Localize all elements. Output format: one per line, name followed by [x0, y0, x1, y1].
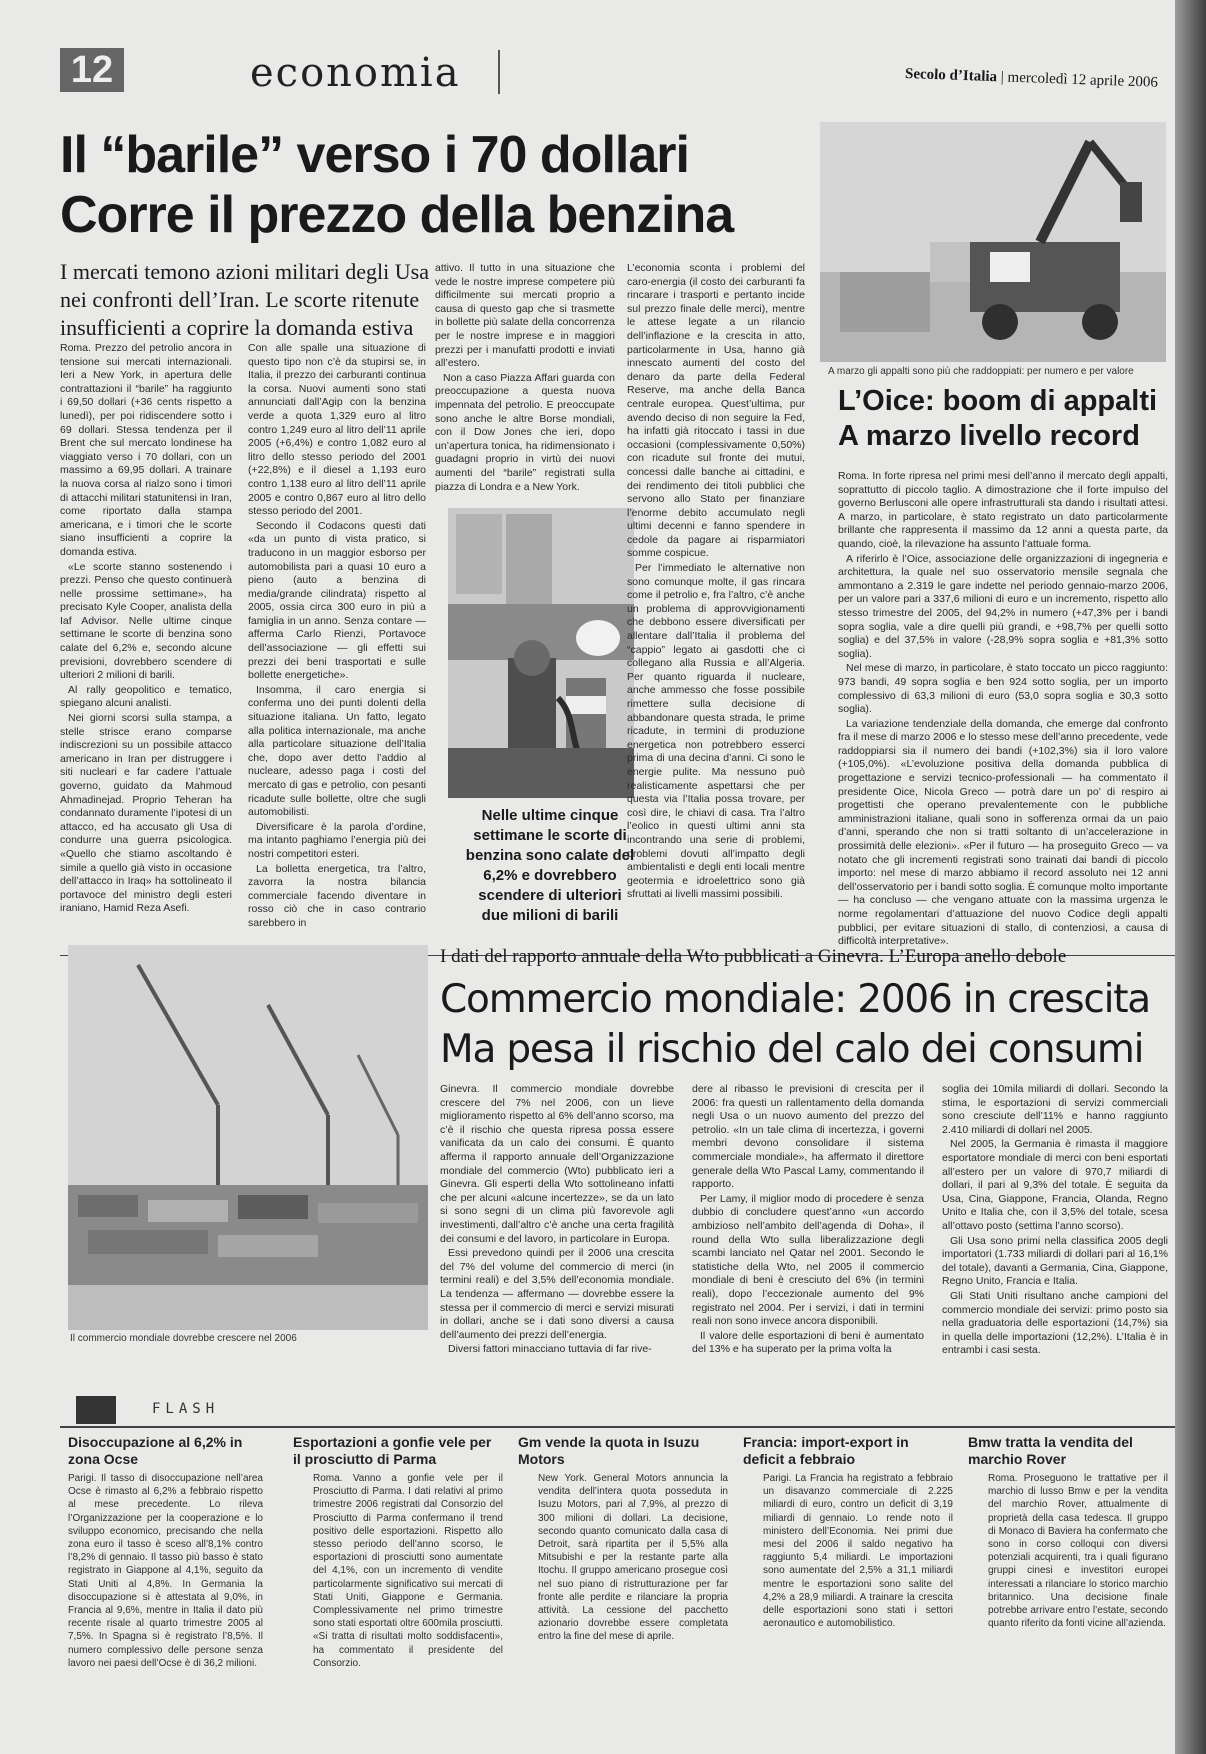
lead-headline-line-2: Corre il prezzo della benzina — [60, 186, 734, 244]
brief-title: Bmw tratta la vendita del marchio Rover — [968, 1434, 1133, 1467]
flash-banner — [62, 1393, 322, 1427]
paragraph: Non a caso Piazza Affari guarda con preoccupazione a questa nuova impennata del petrolio. E preoccupate sono anche le altre Borse mondiali, con il Dow Jones che ieri, dopo un’apertura tonica, ha ridimensionato i guadagni proprio in virtù dei nuovi aumenti del “barile” registrati sulla piazza di Londra e a New York. — [435, 371, 615, 493]
flash-label: FLASH — [152, 1401, 220, 1417]
excavator-illustration — [820, 122, 1166, 362]
brief-text: Parigi. Il tasso di disoccupazione nell’area Ocse è rimasto al 6,2% a febbraio rispetto al mese precedente. Lo rileva l’Organizzazione per la cooperazione e lo sviluppo economico, precisando che nella zona euro il tasso è sceso all’8,1% contro l’8,2% di gennaio. Il tasso più basso è stato registrato in Giappone al 4,1%, seguito da Stati Uniti al 4,8%. In Germania la disoccupazione si è attestata al 9,0%, in Francia al 9,6%, mentre in Italia il dato più recente risale al quarto trimestre 2005 al 7,5%. In Spagna si è registrato l’8,5%. Il numero complessivo delle persone senza lavoro nei paesi dell’Ocse è di 36,2 milioni. — [68, 1473, 263, 1669]
paragraph: L’economia sconta i problemi del caro-energia (il costo dei carburanti fa rincarare i trasporti e pertanto incide sul prezzo finale delle merci), mentre le attese legate a un rilancio dell’inflazione e la crescita in atto, particolarmente in Usa, hanno già innescato aumenti del costo del denaro da parte della Federal Reserve, ma anche della Banca centrale europea. Quest’ultima, pur avendo deciso di non seguire la Fed, ha infatti già ritoccato i tassi in due occasioni (complessivamente 0,50%) con ricadute sul fronte dei mutui, concessi dalle banche ai cittadini, e dei rendimento dei titoli pubblici che servono allo Stato per finanziare l’enorme debito accumulato negli ultimi decenni e fanno spendere in cedole da pagare ai risparmiatori somme cospicue. — [627, 262, 805, 560]
wto-headline-line-1: Commercio mondiale: 2006 in crescita — [440, 977, 1151, 1022]
paragraph: Per Lamy, il miglior modo di procedere è senza dubbio di concludere quest’anno «un accordo ambizioso nell’ambito dell’agenda di Doha», il round della Wto sulla liberalizzazione degli scambi lanciato nel Qatar nel 2001. Secondo le statistiche della Wto, nel 2005 il commercio mondiale di beni è cresciuto del 6% (in termini reali), dopo l’eccezionale aumento del 9% registrato nel 2004. Per i servizi, i dati in termini reali non sono invece ancora disponibili. — [692, 1192, 924, 1328]
lead-column-2 — [248, 342, 426, 948]
masthead — [905, 66, 1158, 92]
port-cranes-illustration — [68, 945, 428, 1330]
paragraph: Gli Usa sono primi nella classifica 2005 degli importatori (1.733 miliardi di dollari pari al 16,1% del totale), davanti a Germania, Cina, Giappone, Regno Unito, Francia e Italia. — [942, 1234, 1168, 1288]
pull-quote: Nelle ultime cinque settimane le scorte di benzina sono calate del 6,2% e dovrebbero scendere di ulteriori due milioni di barili — [465, 807, 635, 924]
paragraph: A riferirlo è l’Oice, associazione delle organizzazioni di ingegneria e architettura, la quale nel suo osservatorio mensile segnala che ammontano a 2.319 le gare indette nel periodo gennaio-marzo 2006, per un valore pari a 337,6 milioni di euro e un incremento, rispetto allo stesso trimestre del 2005, del 94,2% in numero (+47,3% per i bandi sopra soglia, vale a dire quelli più grandi, e +98,7% per quelli sotto soglia) e del 37,5% in valore (-28,9% sopra soglia e +81,3% sotto soglia). — [838, 552, 1168, 660]
page-number: 12 — [60, 48, 124, 92]
fuel-pump-photo — [448, 508, 634, 798]
paragraph: La variazione tendenziale della domanda, che emerge dal confronto fra il mese di marzo 2006 e lo stesso mese dell’anno precedente, vede raddoppiarsi sia il numero dei bandi (+102,3%) sia il loro valore (+105,0%). «L’evoluzione positiva della domanda pubblica di progettazione e servizi tecnico-professionali — ha commentato il presidente Oice, Nicola Greco — potrà dare un po’ di respiro ai progettisti che operano prevalentemente con le pubbliche amministrazioni italiane, quali sono in sofferenza ormai da un paio d’anni, sperando che non si tratti soltanto di un’accelerazione in prossimità delle elezioni». «Per il futuro — ha proseguito Greco — va notato che gli incrementi registrati sono trainati dai bandi di piccolo importo: nel mese di marzo abbiamo il record assoluto nei 12 anni dell’osservatorio per i bandi sotto soglia. È comunque molto importante — ha concluso — che vengano attuate con la massima urgenza le norme regolamentari d’attuazione del nuovo Codice degli appalti pubblici, per evitare situazioni di stallo, di contenziosi, a causa di difficoltà interpretative». — [838, 717, 1168, 948]
lead-column-4 — [627, 262, 805, 948]
paragraph: Nei giorni scorsi sulla stampa, a stelle strisce erano comparse indiscrezioni su un possibile attacco americano in Iran per distruggere i siti nucleari e far cadere l’attuale governo, guidato da Mahmoud Ahmadinejad. Proprio Teheran ha condannato duramente l’ipotesi di un attacco, ed ha accusato gli Usa di condurre una guerra psicologica. «Quello che stiamo ascoltando è simile a quello già visto in occasione dell’attacco in Iraq» ha sottolineato il portavoce del ministro degli esteri iraniano, Hamid Reza Asefi. — [60, 712, 232, 915]
paragraph: Roma. Prezzo del petrolio ancora in tensione sui mercati internazionali. Ieri a New York, in apertura delle contrattazioni il “barile” ha raggiunto i 69,50 dollari (+36 cents rispetto a lunedì), per poi ridiscendere sotto i 69 dollari. Stessa tendenza per il Brent che sul mercato londinese ha viaggiato verso i 70 dollari, con un massimo a 69,95 dollari. A trainare la nuova corsa al rialzo sono i timori di attacchi militari statunitensi in Iran, come riportato dalla stampa americana, e i timori che le scorte siano insufficienti a coprire la domanda estiva. — [60, 342, 232, 558]
paragraph: La bolletta energetica, tra l’altro, zavorra la nostra bilancia commerciale facendo diventare in rosso ciò che in caso contrario sarebbero in — [248, 862, 426, 929]
brief-text: Parigi. La Francia ha registrato a febbraio un disavanzo commerciale di 2.225 miliardi di euro, contro un deficit di 3,19 miliardi di gennaio. Lo rende noto il ministero dell’Economia. Nei primi due mesi del 2006 il saldo negativo ha raggiunto 5,4 miliardi. Le importazioni sono aumentate del 2,5% a 31,1 miliardi mentre le esportazioni sono salite del 4,2% a 28,9 miliardi. A trainare la crescita delle esportazioni sono stati i settori aeronautico e automobilistico. — [763, 1473, 953, 1630]
oice-headline-line-1: L’Oice: boom di appalti — [838, 385, 1158, 417]
brief-text: Roma. Proseguono le trattative per il marchio di lusso Bmw e per la vendita del marchio Rover, attualmente di proprietà della casa tedesca. Il gruppo di Monaco di Baviera ha confermato che sono in corso colloqui con diversi potenziali acquirenti, tra i quali figurano gruppi cinesi e investitori europei interessati a rilanciare lo storico marchio britannico. Una decisione finale potrebbe arrivare entro l’estate, secondo quanto riferito da fonti vicine all’azienda. — [988, 1473, 1168, 1630]
brief-title: Gm vende la quota in Isuzu Motors — [518, 1434, 700, 1467]
section-divider — [498, 50, 500, 94]
paragraph: Con alle spalle una situazione di questo tipo non c’è da stupirsi se, in Italia, il prezzo dei carburanti continua la corsa. Nuovi aumenti sono stati annunciati dall’Agip con la benzina verde a quota 1,329 euro al litro contro 1,249 euro al litro dell’11 aprile 2005 (+6,4%) e contro 1,082 euro al litro dello stesso periodo del 2001 (+22,8%) e il diesel a 1,193 euro contro 1,138 euro al litro dell’11 aprile 2005 e contro 0,867 euro al litro dello stesso periodo del 2001. — [248, 342, 426, 518]
paragraph: Per l’immediato le alternative non sono comunque molte, il gas rincara come il petrolio e, fra l’altro, c’è anche un problema di approvvigionamenti che debbono essere diversificati per allentare dall’Italia il problema del “cappio” legato ai gasdotti che ci collegano alla Russia e all’Algeria. Per quanto riguarda il nucleare, anche ammesso che fosse possibile rimettere sulla decisione di abbandonare questa strada, le prime ricadute, in termini di produzione energetica non potrebbero esserci prima di una decina d’anni. Ci sono le energie pulite. Ma nessuno può realisticamente aspettarsi che per questa via l’Italia possa trovare, per così dire, le chiavi di casa. Tra l’altro l’eolico in questi ultimi anni sta incontrando una serie di problemi, problemi dovuti all’impatto degli ambientalisti e degli enti locali mentre geotermia e idroelettrico sono già sfruttati ai livelli massimi possibili. — [627, 562, 805, 901]
oice-body — [838, 470, 1168, 958]
paragraph: Al rally geopolitico e tematico, spiegano alcuni analisti. — [60, 683, 232, 710]
lead-headline-line-1: Il “barile” verso i 70 dollari — [60, 126, 689, 184]
brief-text: New York. General Motors annuncia la vendita dell’intera quota posseduta in Isuzu Motors, pari al 7,9%, al prezzo di 300 milioni di dollari. La decisione, secondo quanto comunicato dalla casa di Detroit, sarà ripartita per il 5,5% alla Mitsubishi e per la restante parte alla Itochu. Il gruppo americano prosegue così nel suo piano di ristrutturazione per far fronte alle perdite e rilanciare la propria attività. La cessione del pacchetto azionario dovrebbe essere completata entro la fine del mese di aprile. — [538, 1473, 728, 1643]
port-caption: Il commercio mondiale dovrebbe crescere nel 2006 — [70, 1333, 297, 1344]
oice-headline — [838, 384, 1168, 454]
paragraph: Nel mese di marzo, in particolare, è stato toccato un picco raggiunto: 973 bandi, 49 sopra soglia e ben 924 sotto soglia, per un importo complessivo di 63,3 milioni di euro (53,0 sopra soglia e 30,3 sotto soglia). — [838, 662, 1168, 716]
paragraph: soglia dei 10mila miliardi di dollari. Secondo la stima, le esportazioni di servizi commerciali sono cresciute dell’11% e hanno raggiunto 2.410 miliardi di dollari nel 2005. — [942, 1083, 1168, 1136]
paragraph: Il valore delle esportazioni di beni è aumentato del 13% e ha superato per la prima volta la — [692, 1329, 924, 1356]
brief-title: Disoccupazione al 6,2% in zona Ocse — [68, 1434, 243, 1467]
paragraph: Diversificare è la parola d’ordine, ma intanto paghiamo l’energia più dei nostri competitori esteri. — [248, 820, 426, 860]
paragraph: Roma. In forte ripresa nel primi mesi dell’anno il mercato degli appalti, soprattutto di piccolo taglio. A dimostrazione che il forte impulso del governo Berlusconi alle opere infrastrutturali sta dando i risultati attesi. A marzo, in particolare, è stato registrato un dato particolarmente brillante che rappresenta il massimo da 12 anni a questa parte, da quando, cioè, la rilevazione ha assunto l’attuale forma. — [838, 470, 1168, 550]
wto-column-2 — [692, 1083, 924, 1383]
paper-name: Secolo d’Italia — [904, 66, 998, 86]
paragraph: Essi prevedono quindi per il 2006 una crescita del 7% del volume del commercio di merci (in termini reali) e del 3,5% dell’economia mondiale. La tendenza — affermano — dovrebbe essere la stessa per il commercio di merci e servizi misurati in dollari, anche se i dati sono diversi a causa dell’aumento dei prezzi dell’energia. — [440, 1247, 674, 1341]
paragraph: Diversi fattori minacciano tuttavia di far rive- — [448, 1343, 652, 1356]
flash-logo-icon — [76, 1396, 116, 1424]
lead-column-1 — [60, 342, 232, 948]
lead-column-3 — [435, 262, 615, 500]
excavator-photo — [820, 122, 1166, 362]
page-binding-edge — [1175, 0, 1206, 1754]
section-title: economia — [250, 50, 461, 96]
paragraph: Insomma, il caro energia si conferma uno dei punti dolenti della situazione italiana. Un fatto, legato alla politica internazionale, ma anche alla particolare situazione dell’Italia che, dopo aver detto l’addio al nucleare, adesso paga i costi del mercato di gas e petrolio, con pesanti ricadute sulle bollette, oltre che sugli automobilisti. — [248, 683, 426, 819]
wto-headline — [440, 975, 1175, 1075]
paragraph: attivo. Il tutto in una situazione che vede le nostre imprese competere più difficilmente sui mercati proprio a causa di questo gap che si trasmette in bollette più salate della concorrenza per le nostre imprese e in maggiori prezzi per i manufatti prodotti e inviati all’estero. — [435, 262, 615, 370]
brief-text: Roma. Vanno a gonfie vele per il Prosciutto di Parma. I dati relativi al primo trimestre 2006 registrati dal Consorzio del Prosciutto di Parma confermano il trend positivo delle esportazioni. Rispetto allo stesso periodo dell’anno scorso, le esportazioni di prosciutti sono aumentate del 4,1%, con un incremento di vendite particolarmente significativo sui mercati di Stati Uniti, Giappone e Germania. Complessivamente nel primo trimestre sono stati esportati oltre 600mila prosciutti. «Si tratta di risultati molto soddisfacenti», ha commentato il presidente del Consorzio. — [313, 1473, 503, 1669]
wto-headline-line-2: Ma pesa il rischio del calo dei consumi — [440, 1027, 1144, 1072]
paragraph: «Le scorte stanno sostenendo i prezzi. Penso che questo continuerà nelle prossime settimane», ha precisato Kyle Cooper, analista della Iaf Advisor. Nelle ultime cinque settimane le scorte di benzina sono calate del 6,2% e, secondo alcune previsioni, dovrebbero scendere di ulteriori 2 milioni di barili. — [60, 560, 232, 682]
wto-kicker: I dati del rapporto annuale della Wto pubblicati a Ginevra. L’Europa anello debole — [440, 946, 1067, 967]
port-cranes-photo — [68, 945, 428, 1330]
paragraph: Gli Stati Uniti risultano anche campioni del commercio mondiale dei servizi: primo posto sia nella graduatoria delle esportazioni (14,7%) sia in quella delle importazioni (12,2%). L’Italia è in entrambi i casi sesta. — [942, 1289, 1168, 1357]
paragraph: dere al ribasso le previsioni di crescita per il 2006: fra questi un rallentamento della domanda negli Usa o un nuovo aumento del prezzo del petrolio. «In un tale clima di incertezza, i governi membri devono consolidare il sistema commerciale mondiale», ha affermato il direttore generale della Wto Pascal Lamy, commentando il rapporto. — [692, 1083, 924, 1191]
lead-headline — [60, 125, 820, 245]
paragraph: Nel 2005, la Germania è rimasta il maggiore esportatore mondiale di merci con beni esportati all’estero per un valore di 970,7 miliardi di dollari, il pari al 9,3% del totale. È seguita da Usa, Cina, Giappone, Francia, Olanda, Regno Unito e Italia che, con il 3,5% del totale, scesa all’ottavo posto (settima l’anno scorso). — [942, 1138, 1168, 1232]
wto-column-3 — [942, 1083, 1168, 1383]
issue-date: mercoledì 12 aprile 2006 — [1007, 69, 1159, 91]
lead-deck: I mercati temono azioni militari degli Usa nei confronti dell’Iran. Le scorte ritenute insufficienti a coprire la domanda estiva — [60, 259, 429, 340]
wto-column-1 — [440, 1083, 674, 1383]
masthead-separator: | — [1000, 69, 1008, 86]
fuel-pump-illustration — [448, 508, 634, 798]
paragraph: Secondo il Codacons questi dati «da un punto di vista pratico, si traducono in un maggior esborso per automobilista pari a quasi 10 euro a pieno (auto a benzina di media/grande cilindrata) rispetto al 2005, ossia circa 300 euro in più a famiglia in un anno. Senza contare — afferma Carlo Rienzi, Portavoce dell’associazione — gli effetti sui prezzi dei beni trasportati e sulle bollette energetiche». — [248, 519, 426, 682]
oice-headline-line-2: A marzo livello record — [838, 420, 1140, 452]
paragraph: Ginevra. Il commercio mondiale dovrebbe crescere del 7% nel 2006, con un lieve miglioramento rispetto al 6% dell’anno scorso, ma c’è il rischio che questa ripresa possa essere vanificata da un calo dei consumi. È quanto afferma il rapporto annuale dell’Organizzazione mondiale del commercio (Wto) pubblicato ieri a Ginevra. Gli esperti della Wto sottolineano infatti che per alcuni «alcune incertezze», se da un lato si sono segni di un clima più favorevole agli investimenti, dall’altro c’è anche una certa fragilità dei consumi e del lavoro, in particolare in Europa. — [440, 1083, 674, 1245]
excavator-caption: A marzo gli appalti sono più che raddoppiati: per numero e per valore — [828, 366, 1134, 377]
brief-title: Esportazioni a gonfie vele per il prosciutto di Parma — [293, 1434, 492, 1467]
brief-title: Francia: import-export in deficit a febbraio — [743, 1434, 909, 1467]
